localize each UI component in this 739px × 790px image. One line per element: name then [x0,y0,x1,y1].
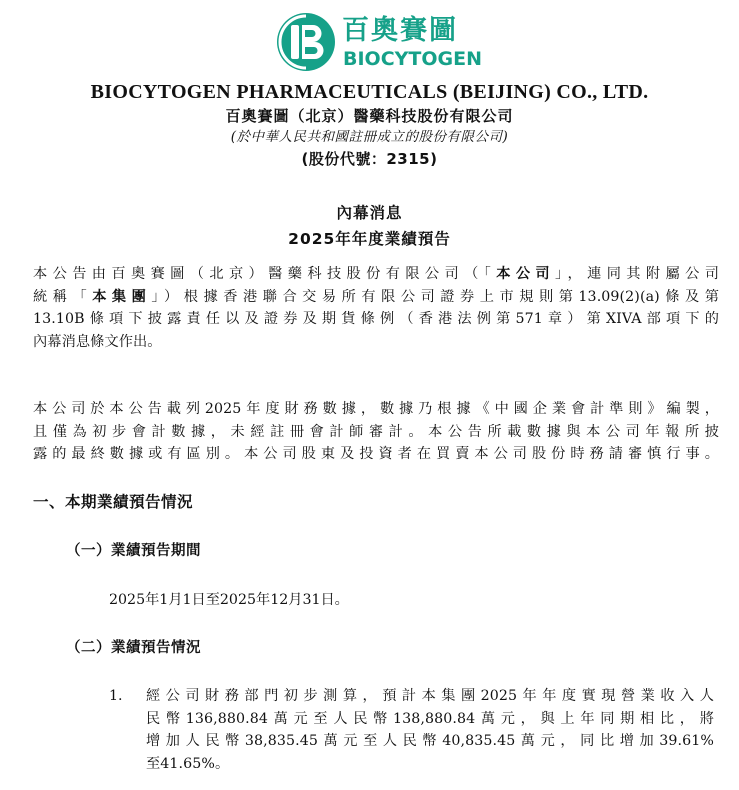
defined-term-group: 本集團 [92,288,152,305]
list-item-body [146,685,714,775]
item-line: 經公司財務部門初步測算，預計本集團2025年年度實現營業收入人 [146,688,714,704]
incorporation-note: (於中華人民共和國註冊成立的股份有限公司) [230,129,509,145]
stock-code: (股份代號：2315) [301,150,438,168]
disclaimer-paragraph [33,398,719,466]
item-line: 增加人民幣38,835.45萬元至人民幣40,835.45萬元，同比增加39.61% [146,733,714,749]
subsection-heading-forecast: （二）業績預告情況 [66,640,201,656]
logo-name-en: BIOCYTOGEN [343,48,482,70]
list-item-number: 1. [109,688,123,704]
defined-term-company: 本公司 [496,266,556,282]
disclaimer-line: 本公司於本公告載列2025年度財務數據，數據乃根據《中國企業會計準則》編製， [33,401,719,417]
subsection-heading-period: （一）業績預告期間 [66,543,201,559]
biocytogen-b-mark-icon [276,12,336,72]
intro-line: 13.10B條項下披露責任以及證券及期貨條例（香港法例第571章）第XIVA部項下的 [33,311,719,327]
forecast-period-text: 2025年1月1日至2025年12月31日。 [109,592,349,608]
logo-name-cn: 百奧賽圖 [342,15,458,46]
item-line: 民幣136,880.84萬元至人民幣138,880.84萬元，與上年同期相比，將 [146,710,714,727]
announcement-type: 內幕消息 [336,204,403,222]
item-line: 至41.65%。 [146,755,230,772]
announcement-title: 2025年年度業績預告 [288,230,451,248]
company-name-cn: 百奧賽圖（北京）醫藥科技股份有限公司 [225,107,514,125]
disclaimer-line: 且僅為初步會計數據，未經註冊會計師審計。本公告所載數據與本公司年報所披 [33,423,719,440]
section-heading: 一、本期業績預告情況 [33,493,194,511]
intro-line: 統稱「本集團」）根據香港聯合交易所有限公司證券上市規則第13.09(2)(a)條及第 [33,288,719,305]
company-logo [276,12,482,72]
intro-line: 內幕消息條文作出。 [33,333,162,350]
intro-paragraph [33,263,719,353]
intro-line: 本公告由百奧賽圖（北京）醫藥科技股份有限公司（「本公司」，連同其附屬公司 [33,266,719,282]
company-name-en: BIOCYTOGEN PHARMACEUTICALS (BEIJING) CO., LTD. [90,81,649,103]
disclaimer-line: 露的最終數據或有區別。本公司股東及投資者在買賣本公司股份時務請審慎行事。 [33,446,719,462]
